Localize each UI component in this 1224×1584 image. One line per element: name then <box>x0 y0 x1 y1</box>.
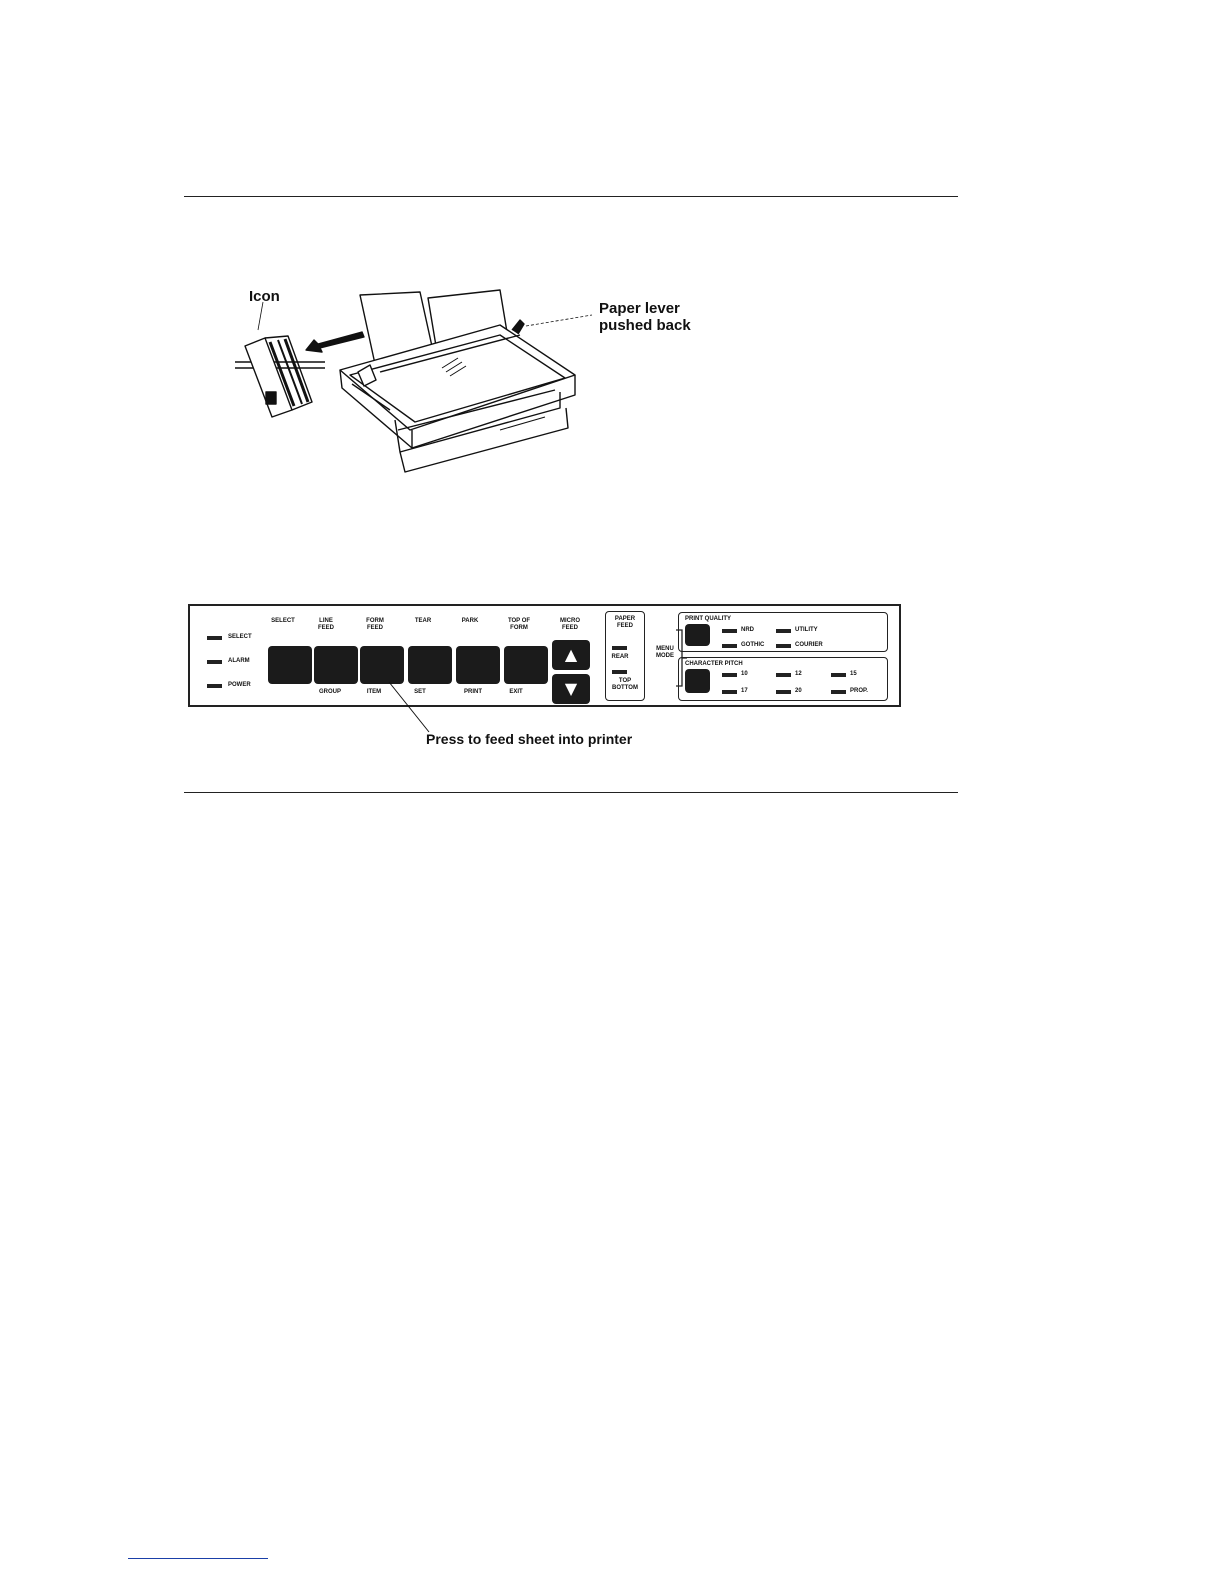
set-key-sublabel: SET <box>414 689 426 695</box>
pitch-12-label: 12 <box>795 671 802 677</box>
pitch-15-led <box>831 673 846 677</box>
group-key-sublabel: GROUP <box>318 689 342 695</box>
print-quality-key[interactable] <box>685 624 710 646</box>
lever-callout-line2: pushed back <box>599 317 691 334</box>
print-key-sublabel: PRINT <box>464 689 482 695</box>
park-key-label: PARK <box>461 618 479 624</box>
line-feed-key[interactable] <box>314 646 358 684</box>
pitch-20-led <box>776 690 791 694</box>
pitch-10-led <box>722 673 737 677</box>
line-feed-key-label: LINE FEED <box>317 618 335 631</box>
pitch-10-label: 10 <box>741 671 748 677</box>
character-pitch-key[interactable] <box>685 669 710 693</box>
micro-feed-label: MICRO FEED <box>560 618 580 631</box>
form-feed-key[interactable] <box>360 646 404 684</box>
utility-label: UTILITY <box>795 627 818 633</box>
printer-drawing <box>230 280 610 480</box>
pitch-20-label: 20 <box>795 688 802 694</box>
item-key-sublabel: ITEM <box>366 689 382 695</box>
feed-sheet-caption: Press to feed sheet into printer <box>426 731 633 747</box>
rear-led <box>612 646 627 650</box>
nrd-label: NRD <box>741 627 754 633</box>
micro-feed-up-key[interactable] <box>552 640 590 670</box>
rear-label: REAR <box>611 654 629 660</box>
icon-callout: Icon <box>249 288 280 305</box>
print-quality-title: PRINT QUALITY <box>685 616 731 622</box>
top-of-form-key[interactable] <box>504 646 548 684</box>
bottom-divider <box>184 792 958 793</box>
top-bottom-label: TOP BOTTOM <box>612 678 638 691</box>
down-arrow-icon: ▼ <box>564 679 578 698</box>
pitch-12-led <box>776 673 791 677</box>
utility-led <box>776 629 791 633</box>
pitch-prop-led <box>831 690 846 694</box>
lever-callout-line1: Paper lever <box>599 300 680 317</box>
micro-feed-down-key[interactable] <box>552 674 590 704</box>
top-of-form-key-label: TOP OF FORM <box>507 618 531 631</box>
top-divider <box>184 196 958 197</box>
pitch-17-label: 17 <box>741 688 748 694</box>
park-key[interactable] <box>456 646 500 684</box>
select-key[interactable] <box>268 646 312 684</box>
tear-key[interactable] <box>408 646 452 684</box>
gothic-led <box>722 644 737 648</box>
courier-led <box>776 644 791 648</box>
pitch-17-led <box>722 690 737 694</box>
printer-illustration <box>230 280 610 480</box>
pitch-prop-label: PROP. <box>850 688 868 694</box>
power-indicator-label: POWER <box>228 682 251 688</box>
gothic-label: GOTHIC <box>741 642 765 648</box>
select-key-label: SELECT <box>271 618 295 624</box>
form-feed-key-label: FORM FEED <box>366 618 384 631</box>
select-led <box>207 636 222 640</box>
menu-mode-label: MENU MODE <box>656 646 674 659</box>
alarm-led <box>207 660 222 664</box>
character-pitch-title: CHARACTER PITCH <box>685 661 743 667</box>
paper-feed-title: PAPER FEED <box>614 616 636 629</box>
top-bottom-led <box>612 670 627 674</box>
printer-control-panel <box>188 604 901 707</box>
exit-key-sublabel: EXIT <box>509 689 523 695</box>
select-indicator-label: SELECT <box>228 634 252 640</box>
nrd-led <box>722 629 737 633</box>
power-led <box>207 684 222 688</box>
footer-link-underline <box>128 1558 268 1559</box>
pitch-15-label: 15 <box>850 671 857 677</box>
up-arrow-icon: ▲ <box>564 645 578 664</box>
alarm-indicator-label: ALARM <box>228 658 250 664</box>
courier-label: COURIER <box>795 642 823 648</box>
tear-key-label: TEAR <box>414 618 432 624</box>
